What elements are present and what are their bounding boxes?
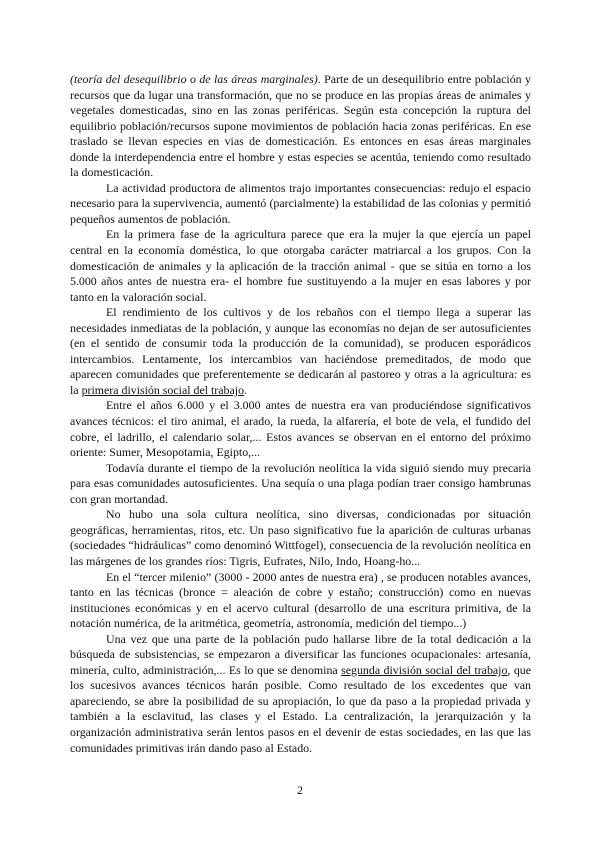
paragraph-precarious-life: Todavía durante el tiempo de la revolución neolítica la vida siguió siendo muy precaria para esas comunidades autosuficientes. Una sequía o una plaga podían traer consigo hambrunas con gran mortandad.: [70, 460, 531, 506]
document-body: [70, 72, 531, 756]
paragraph-marginal-areas-theory: [70, 72, 531, 181]
underlined-term-first-division: primera división social del trabajo: [81, 382, 245, 397]
paragraph-text: El rendimiento de los cultivos y de los rebaños con el tiempo llega a superar las necesidades inmediatas de la población, y aunque las economías no dejan de ser autosuficientes (en el sentido de consumir toda la producción de la comunidad), se producen esporádicos intercambios. Lentamente, los intercambios van haciéndose premeditados, de modo que aparecen comunidades que preferentemente se dedicarán al pastoreo y otras a la agricultura: es la: [70, 305, 531, 397]
paragraph-role-of-women: En la primera fase de la agricultura parece que era la mujer la que ejercía un papel central en la economía doméstica, lo que otorgaba carácter matriarcal a los grupos. Con la domesticación de animales y la aplicación de la tracción animal - que se sitúa en torno a los 5.000 años antes de nuestra era- el hombre fue sustituyendo a la mujer en esas labores y por tanto en la valoración social.: [70, 227, 531, 304]
paragraph-text-end: .: [244, 382, 248, 397]
page-number: 2: [297, 783, 303, 797]
paragraph-technical-advances: Entre el años 6.000 y el 3.000 antes de nuestra era van produciéndose significativos avances técnicos: el tiro animal, el arado, la rueda, la alfarería, el bote de vela, el fundido del cobre, el ladrillo, el calendario solar,... Estos avances se observan en el entorno del próximo oriente: Sumer, Mesopotamia, Egipto,...: [70, 398, 531, 460]
paragraph-neolithic-cultures: No hubo una sola cultura neolítica, sino diversas, condicionadas por situación geográficas, herramientas, ritos, etc. Un paso significativo fue la aparición de culturas urbanas (sociedades “hidráulicas” como denominó Wittfogel), consecuencia de la revolución neolítica en las márgenes de los grandes ríos: Tigris, Eufrates, Nilo, Indo, Hoang-ho...: [70, 507, 531, 568]
underlined-term-second-division: segunda división social del trabajo: [341, 662, 508, 677]
italic-theory-name: (teoría del desequilibrio o de las áreas marginales): [70, 72, 318, 86]
paragraph-text-end: , que los sucesivos avances técnicos harán posible. Como resultado de los excedentes que van apareciendo, se abre la posibilidad de su apropiación, lo que da paso a la propiedad privada y también a la esclavitud, las clases y el Estado. La centralización, la jerarquización y la organización administrativa serán lentos pasos en el devenir de estas sociedades, en las que las comunidades primitivas irán dando paso al Estado.: [70, 662, 531, 755]
paragraph-text: Una vez que una parte de la población pudo hallarse libre de la total dedicación a la búsqueda de subsistencias, se empezaron a diversificar las funciones ocupacionales: artesanía, minería, culto, administración,... Es lo que se denomina: [70, 631, 531, 677]
paragraph-first-division-of-labour: [70, 305, 531, 398]
paragraph-food-production: La actividad productora de alimentos trajo importantes consecuencias: redujo el espacio necesario para la supervivencia, aumentó (parcialmente) la estabilidad de las colonias y permitió pequeños aumentos de población.: [70, 180, 531, 226]
paragraph-second-division-of-labour: [70, 632, 531, 756]
paragraph-text: . Parte de un desequilibrio entre población y recursos que da lugar una transformación, que no se produce en las propias áreas de animales y vegetales domesticadas, sino en las zonas periféricas. Según esta concepción la ruptura del equilibrio población/recursos supone movimientos de población hacia zonas periféricas. En ese traslado se llevan especies en vias de domesticación. Es entonces en esas áreas marginales donde la interdependencia entre el hombre y estas especies se acentúa, teniendo como resultado la domesticación.: [70, 72, 531, 180]
paragraph-third-millennium: En el “tercer milenio” (3000 - 2000 antes de nuestra era) , se producen notables avances, tanto en las técnicas (bronce = aleación de cobre y estaño; construcción) como en nuevas instituciones económicas y en el acervo cultural (desarrollo de una escritura primitiva, de la notación numérica, de la aritmética, geometría, astronomía, medición del tiempo...): [70, 569, 531, 631]
